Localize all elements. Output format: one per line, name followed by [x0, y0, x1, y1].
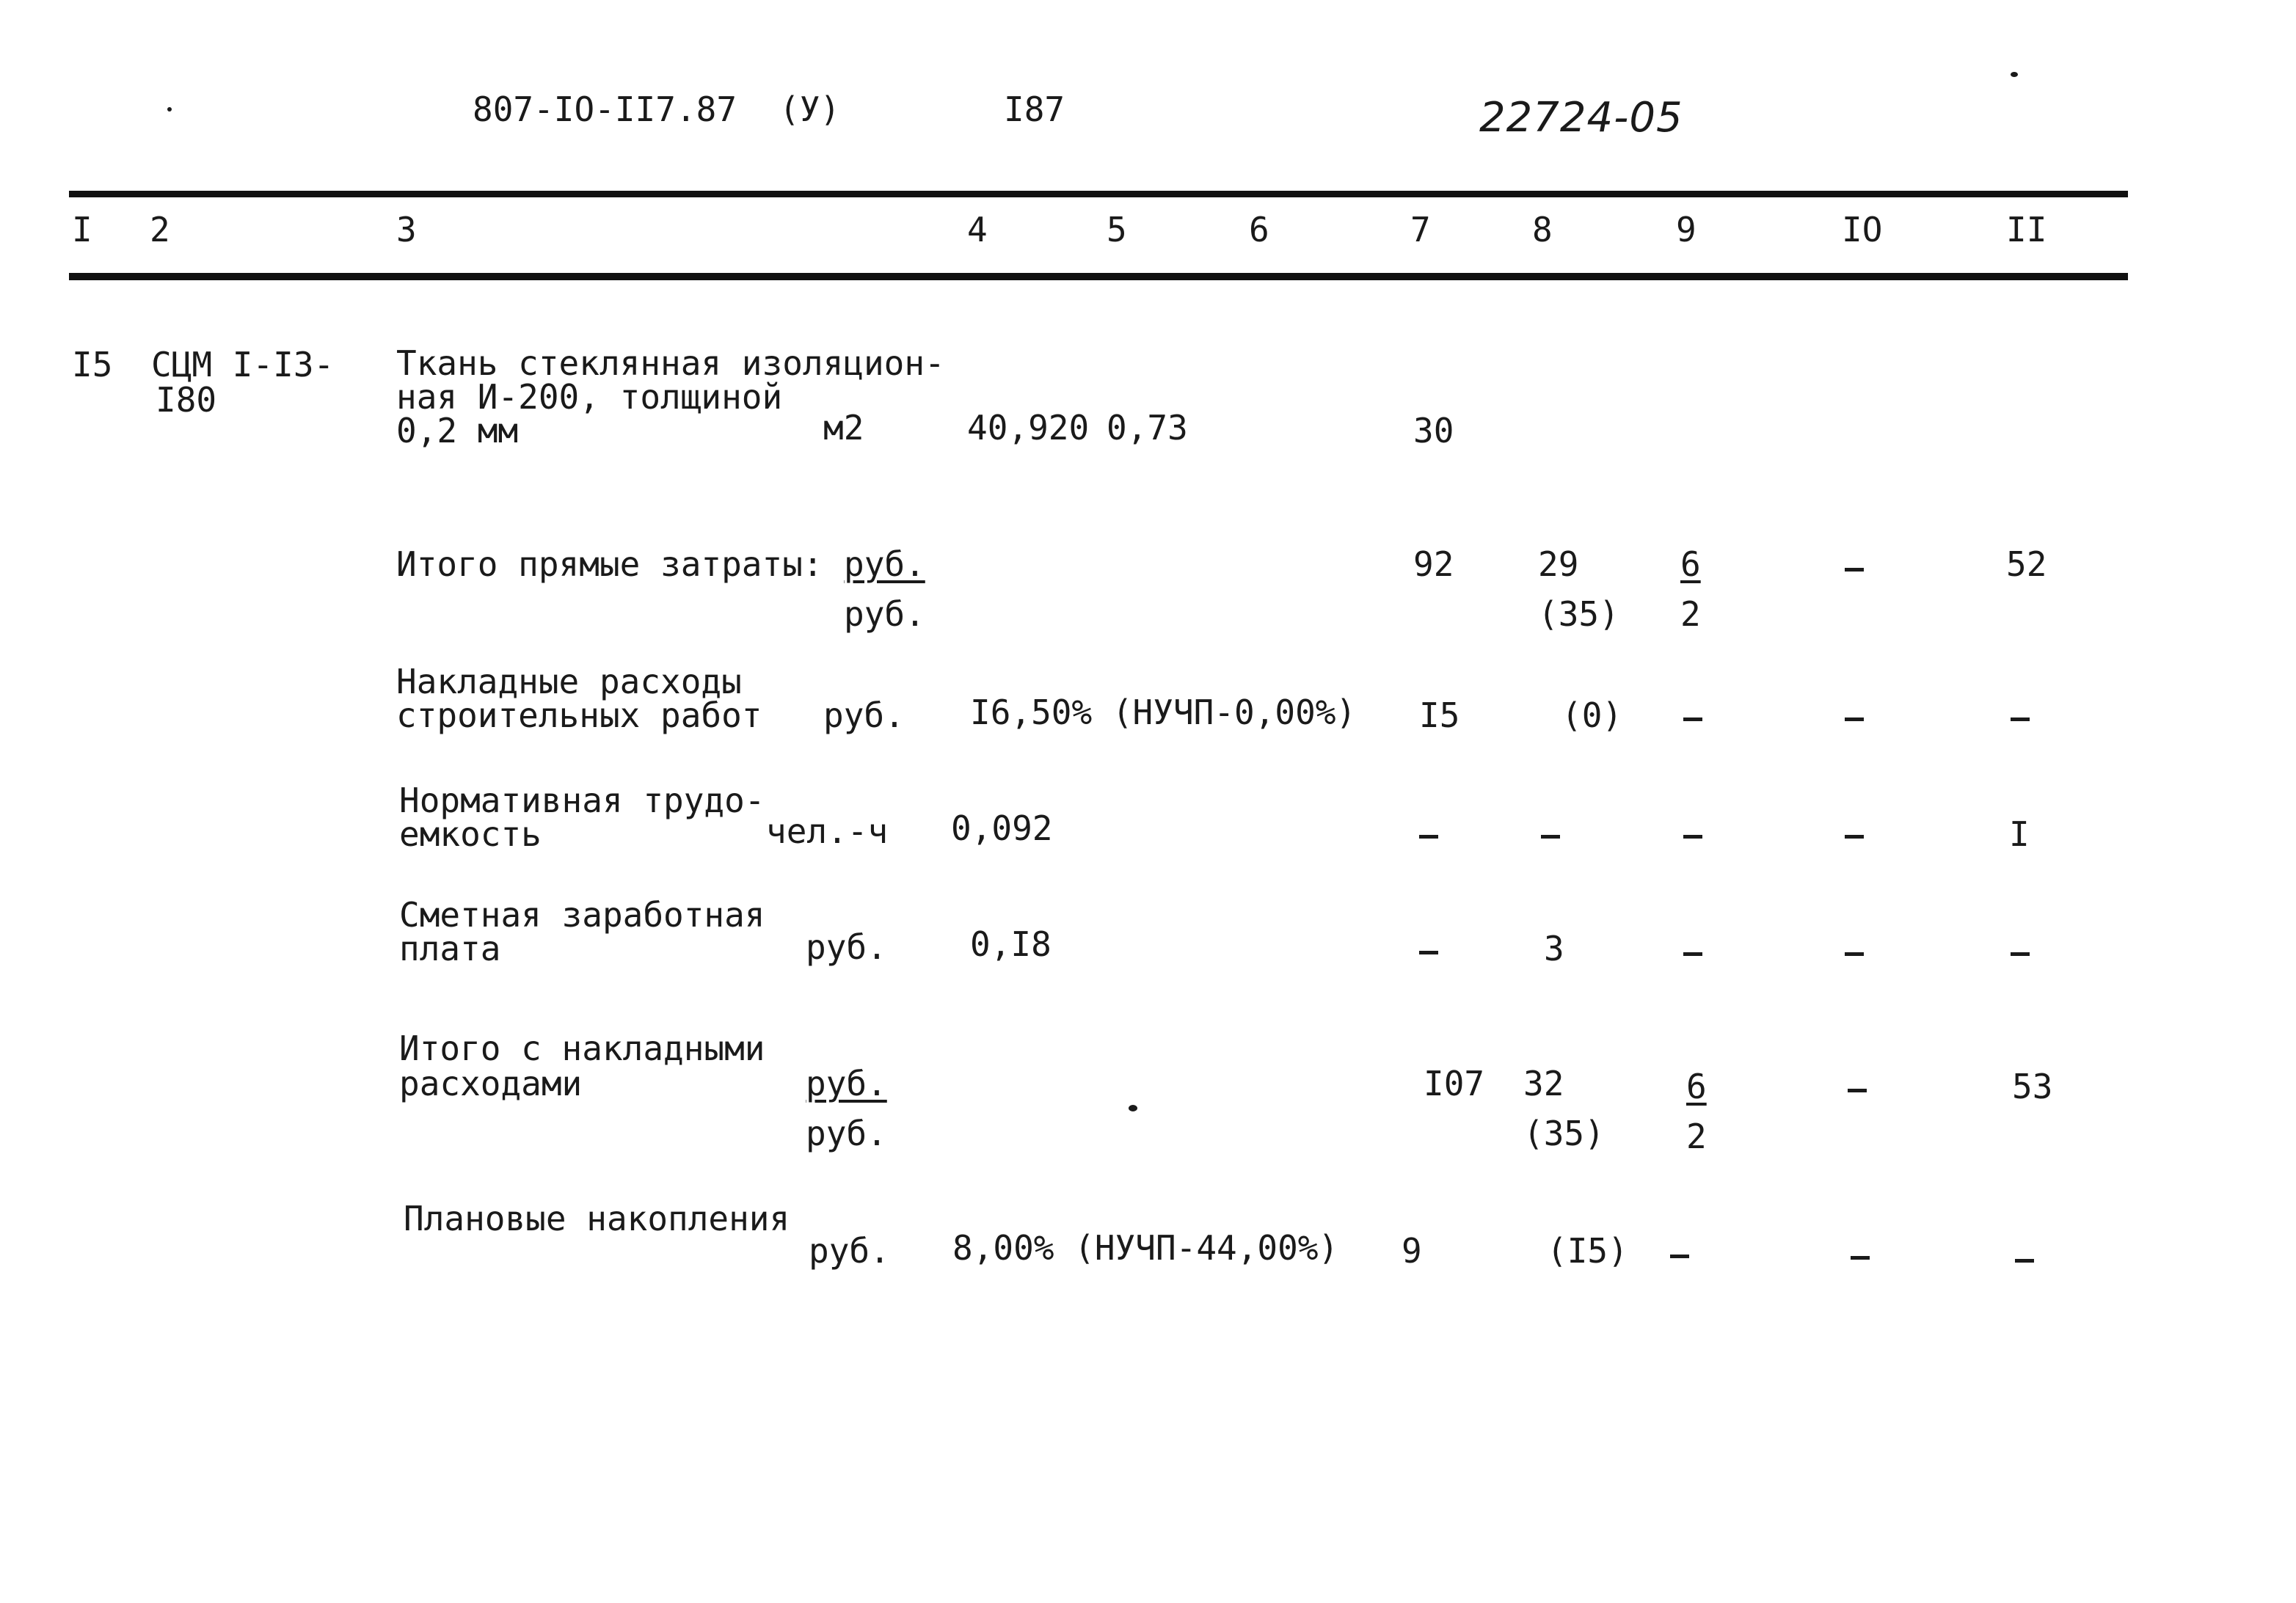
dash-col8 — [1541, 835, 1560, 839]
dash-col10 — [1845, 568, 1864, 572]
overhead-label: строительных работ — [396, 695, 762, 735]
column-number: 4 — [967, 210, 988, 249]
overhead-label: Накладные расходы — [396, 662, 742, 701]
total-with-overhead-col9: 6 — [1686, 1067, 1707, 1106]
wages-col8: 3 — [1544, 929, 1564, 968]
dash-col10 — [1848, 1089, 1867, 1092]
column-number: 2 — [150, 210, 170, 249]
dash-col7 — [1419, 951, 1438, 954]
page-number: I87 — [1004, 90, 1065, 129]
dash-col10 — [1845, 835, 1864, 839]
column-number: 6 — [1249, 210, 1269, 249]
item-code: I80 — [156, 380, 217, 420]
direct-costs-col11: 52 — [2006, 544, 2047, 584]
item-price: 0,73 — [1107, 408, 1188, 448]
dash-col9 — [1683, 835, 1702, 839]
document-variant: (У) — [779, 90, 841, 129]
wages-unit: руб. — [806, 927, 887, 967]
direct-costs-col9: 2 — [1680, 594, 1701, 634]
wages-label: плата — [399, 929, 501, 968]
item-code: СЦМ I-I3- — [151, 345, 335, 384]
total-with-overhead-col8-paren: (35) — [1523, 1114, 1605, 1153]
direct-costs-unit: руб. — [844, 594, 925, 634]
planned-savings-rate: 8,00% (НУЧП-44,00%) — [952, 1228, 1339, 1268]
column-number: 5 — [1107, 210, 1127, 249]
scan-speck — [1129, 1105, 1137, 1111]
direct-costs-col8: 29 — [1538, 544, 1579, 584]
total-with-overhead-label: расходами — [399, 1064, 583, 1103]
item-name: Ткань стеклянная изоляцион- — [396, 343, 945, 383]
labor-col11: I — [2009, 814, 2030, 854]
scan-speck — [167, 107, 172, 112]
dash-col9 — [1683, 717, 1702, 721]
total-with-overhead-col9: 2 — [1686, 1117, 1707, 1156]
column-number: IO — [1842, 210, 1883, 249]
overhead-unit: руб. — [823, 695, 905, 735]
direct-costs-unit: руб. — [844, 544, 925, 584]
planned-savings-label: Плановые накопления — [404, 1199, 790, 1238]
direct-costs-col8-paren: (35) — [1538, 594, 1619, 634]
dash-col10 — [1845, 952, 1864, 956]
overhead-col8: (0) — [1561, 695, 1623, 735]
column-number: 9 — [1676, 210, 1697, 249]
scan-speck — [2011, 72, 2018, 77]
total-with-overhead-unit: руб. — [806, 1114, 887, 1153]
item-unit: м2 — [823, 408, 864, 448]
dash-col10 — [1845, 717, 1864, 721]
direct-costs-label: Итого прямые затраты: — [396, 544, 823, 584]
total-with-overhead-col7: I07 — [1424, 1064, 1485, 1103]
direct-costs-col7: 92 — [1413, 544, 1454, 584]
item-number: I5 — [72, 345, 113, 384]
item-col7: 30 — [1413, 411, 1454, 450]
dash-col10 — [1851, 1256, 1870, 1260]
labor-unit: чел.-ч — [766, 811, 889, 851]
total-with-overhead-col8: 32 — [1523, 1064, 1564, 1103]
column-header-rule — [69, 273, 2128, 280]
direct-costs-col9: 6 — [1680, 544, 1701, 584]
dash-col11 — [2011, 717, 2030, 721]
wages-value: 0,I8 — [970, 924, 1052, 964]
column-number: 3 — [396, 210, 417, 249]
overhead-rate: I6,50% (НУЧП-0,00%) — [970, 693, 1357, 732]
column-number: 7 — [1410, 210, 1431, 249]
dash-col11 — [2011, 952, 2030, 956]
total-with-overhead-col11: 53 — [2012, 1067, 2053, 1106]
dash-col7 — [1419, 835, 1438, 839]
total-with-overhead-unit: руб. — [806, 1064, 887, 1103]
planned-savings-col7: 9 — [1402, 1231, 1422, 1271]
dash-col9 — [1670, 1255, 1689, 1258]
planned-savings-unit: руб. — [809, 1231, 890, 1271]
overhead-col7: I5 — [1419, 695, 1460, 735]
labor-label: емкость — [399, 814, 542, 854]
item-quantity: 40,920 — [967, 408, 1090, 448]
top-rule — [69, 191, 2128, 197]
item-name: ная И-200, толщиной — [396, 377, 783, 417]
document-code: 807-IO-II7.87 — [473, 90, 737, 129]
column-number: 8 — [1532, 210, 1553, 249]
dash-col9 — [1683, 952, 1702, 956]
column-number: II — [2006, 210, 2047, 249]
wages-label: Сметная заработная — [399, 895, 765, 935]
item-name: 0,2 мм — [396, 411, 519, 450]
handwritten-number: 22724-05 — [1479, 94, 1683, 142]
labor-value: 0,092 — [951, 808, 1053, 848]
planned-savings-col8: (I5) — [1547, 1231, 1628, 1271]
total-with-overhead-label: Итого с накладными — [399, 1029, 765, 1068]
labor-label: Нормативная трудо- — [399, 781, 765, 820]
dash-col11 — [2015, 1259, 2034, 1263]
column-number: I — [72, 210, 92, 249]
